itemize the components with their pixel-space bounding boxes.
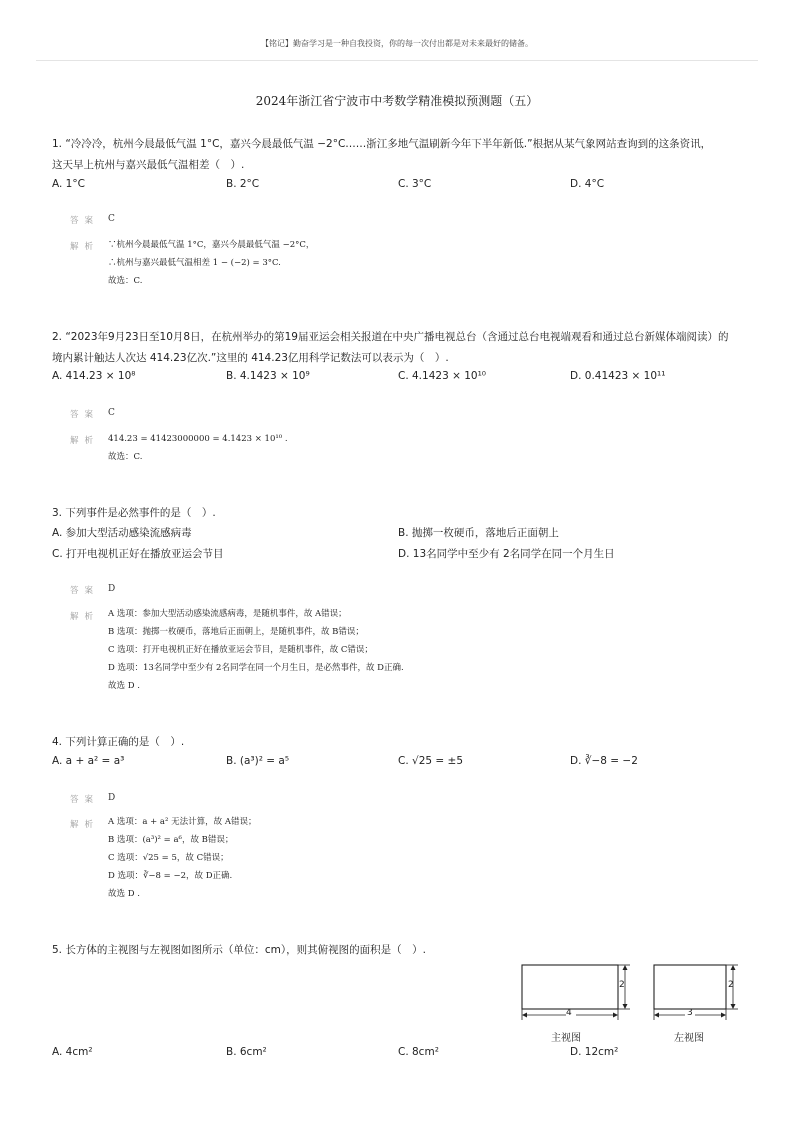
analysis-line: 故选：C.: [108, 452, 143, 462]
answer-label: 答案: [70, 410, 100, 420]
question-5-stem: [52, 940, 752, 961]
option-a[interactable]: A. a + a² = a³: [52, 755, 125, 767]
question-4-stem: [52, 732, 752, 753]
analysis-label: 解析: [70, 436, 100, 446]
option-a[interactable]: A. 414.23 × 10⁸: [52, 370, 136, 382]
analysis-line: B 选项：(a³)² = a⁶，故 B错误；: [108, 835, 234, 845]
question-1-options: [52, 178, 752, 198]
analysis-line: C 选项：√25 = 5，故 C错误；: [108, 853, 229, 863]
analysis-line: A 选项：a + a² 无法计算，故 A错误；: [108, 817, 257, 827]
option-a[interactable]: A. 参加大型活动感染流感病毒: [52, 527, 192, 539]
question-3-options-row-2: [52, 546, 752, 566]
question-5-options: [52, 1046, 752, 1066]
front-view-width-label: 4: [566, 1008, 572, 1018]
option-d[interactable]: D. 13名同学中至少有 2名同学在同一个月生日: [398, 548, 615, 560]
answer-label: 答案: [70, 216, 100, 226]
option-c[interactable]: C. √25 = ±5: [398, 755, 464, 767]
question-2-stem-line: 境内累计触达人次达 414.23亿次.”这里的 414.23亿用科学记数法可以表示为（ ）.: [52, 352, 449, 364]
header-divider: [36, 60, 758, 61]
option-d[interactable]: D. ∛−8 = −2: [570, 755, 638, 767]
option-d[interactable]: D. 0.41423 × 10¹¹: [570, 370, 666, 382]
analysis-line: B 选项：抛掷一枚硬币，落地后正面朝上，是随机事件，故 B错误；: [108, 627, 364, 637]
left-view-figure: [646, 960, 746, 1022]
analysis-line: 故选：C.: [108, 276, 143, 286]
analysis-line: 故选 D .: [108, 681, 140, 691]
question-2-analysis: [108, 430, 728, 466]
option-b[interactable]: B. 抛掷一枚硬币，落地后正面朝上: [398, 527, 559, 539]
option-b[interactable]: B. 2°C: [226, 178, 260, 190]
option-a[interactable]: A. 4cm²: [52, 1046, 93, 1058]
analysis-line: D 选项：∛−8 = −2，故 D正确.: [108, 871, 233, 881]
front-view-height-label: 2: [619, 980, 625, 990]
analysis-line: C 选项：打开电视机正好在播放亚运会节目，是随机事件，故 C错误；: [108, 645, 373, 655]
left-view-height-label: 2: [728, 980, 734, 990]
front-view-figure: [514, 960, 636, 1022]
question-3-analysis: [108, 605, 728, 695]
analysis-label: 解析: [70, 820, 100, 830]
option-c[interactable]: C. 3°C: [398, 178, 432, 190]
option-b[interactable]: B. 6cm²: [226, 1046, 267, 1058]
analysis-line: ∴杭州与嘉兴最低气温相差 1 − (−2) = 3°C.: [108, 258, 281, 268]
option-b[interactable]: B. (a³)² = a⁵: [226, 755, 290, 767]
front-view-caption: 主视图: [551, 1033, 581, 1044]
question-3-stem-line: 3. 下列事件是必然事件的是（ ）.: [52, 507, 216, 519]
question-4-answer: D: [108, 793, 116, 803]
question-2-answer: C: [108, 408, 115, 418]
question-1-stem-line: 1. “冷冷冷，杭州今晨最低气温 1°C，嘉兴今晨最低气温 −2°C……浙江多地气温刷新今年下半年新低.”根据从某气象网站查询到的这条资讯，: [52, 138, 712, 150]
question-2-stem: [52, 327, 752, 369]
question-2-options: [52, 370, 752, 390]
question-4-options: [52, 755, 752, 775]
page-title: 2024年浙江省宁波市中考数学精准模拟预测题（五）: [255, 94, 539, 108]
answer-label: 答案: [70, 586, 100, 596]
analysis-line: 414.23 = 41423000000 = 4.1423 × 10¹⁰ .: [108, 434, 288, 444]
option-c[interactable]: C. 打开电视机正好在播放亚运会节目: [52, 548, 224, 560]
analysis-label: 解析: [70, 612, 100, 622]
analysis-line: 故选 D .: [108, 889, 140, 899]
analysis-line: ∵杭州今晨最低气温 1°C，嘉兴今晨最低气温 −2°C，: [108, 240, 315, 250]
question-3-answer: D: [108, 584, 116, 594]
question-4-stem-line: 4. 下列计算正确的是（ ）.: [52, 736, 185, 748]
option-b[interactable]: B. 4.1423 × 10⁹: [226, 370, 310, 382]
question-3-stem: [52, 503, 752, 524]
question-3-options-row-1: [52, 525, 752, 545]
question-4-analysis: [108, 813, 728, 903]
left-view-width-label: 3: [687, 1008, 693, 1018]
question-1-stem: [52, 134, 752, 176]
option-c[interactable]: C. 4.1423 × 10¹⁰: [398, 370, 486, 382]
analysis-line: D 选项：13名同学中至少有 2名同学在同一个月生日，是必然事件，故 D正确.: [108, 663, 404, 673]
option-a[interactable]: A. 1°C: [52, 178, 85, 190]
question-1-stem-line: 这天早上杭州与嘉兴最低气温相差（ ）.: [52, 159, 245, 171]
option-c[interactable]: C. 8cm²: [398, 1046, 439, 1058]
question-1-answer: C: [108, 214, 115, 224]
answer-label: 答案: [70, 795, 100, 805]
option-d[interactable]: D. 4°C: [570, 178, 605, 190]
analysis-label: 解析: [70, 242, 100, 252]
left-view-caption: 左视图: [674, 1033, 704, 1044]
option-d[interactable]: D. 12cm²: [570, 1046, 619, 1058]
header-note: 【铭记】勤奋学习是一种自我投资，你的每一次付出都是对未来最好的储备。: [261, 39, 533, 48]
analysis-line: A 选项：参加大型活动感染流感病毒，是随机事件，故 A错误；: [108, 609, 347, 619]
question-5-stem-line: 5. 长方体的主视图与左视图如图所示（单位：cm），则其俯视图的面积是（ ）.: [52, 944, 426, 956]
question-1-analysis: [108, 236, 728, 290]
question-2-stem-line: 2. “2023年9月23日至10月8日，在杭州举办的第19届亚运会相关报道在中央广播电视总台（含通过总台电视端观看和通过总台新媒体端阅读）的: [52, 331, 729, 343]
